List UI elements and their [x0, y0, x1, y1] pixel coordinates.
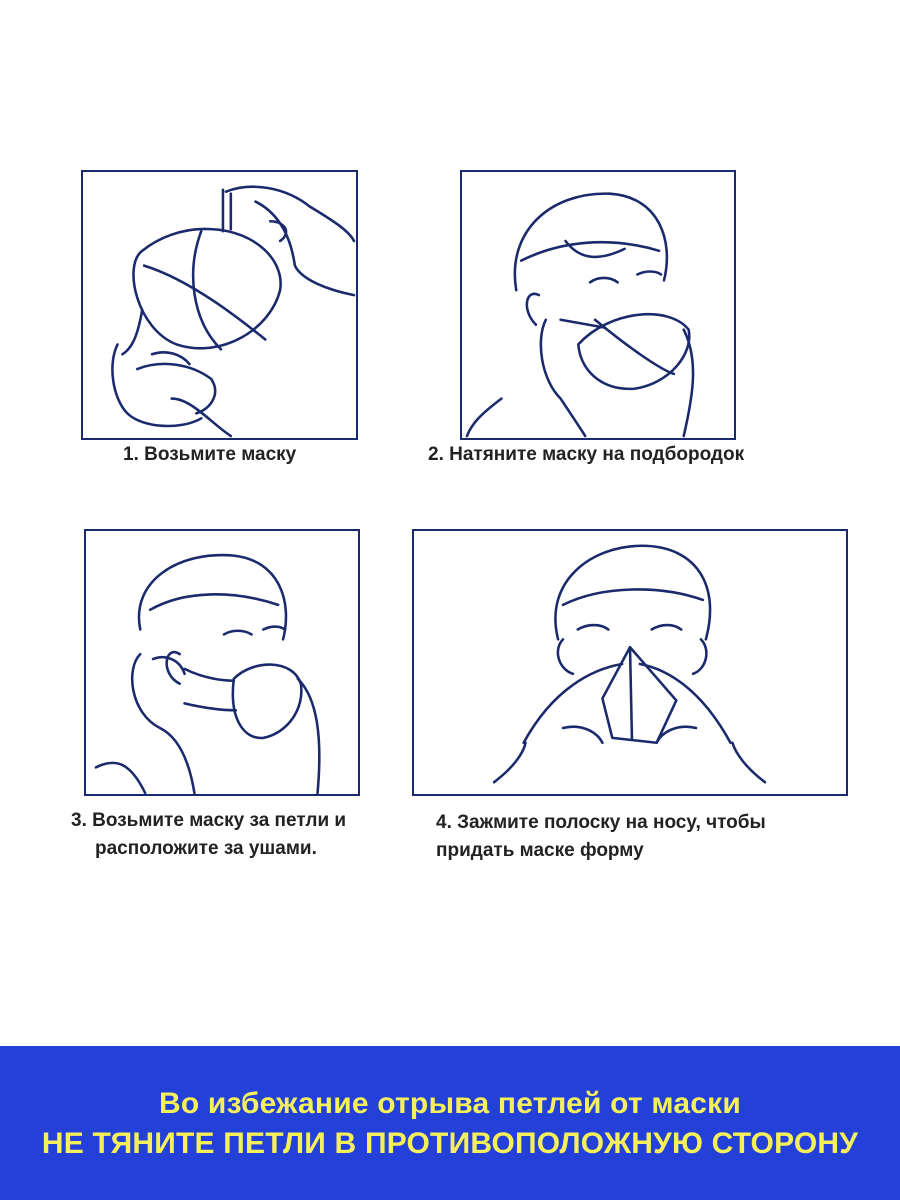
- step-1-caption: 1. Возьмите маску: [123, 444, 297, 465]
- warning-line-1: Во избежание отрыва петлей от маски: [159, 1087, 741, 1120]
- mask-in-hand-drawing: [83, 172, 356, 438]
- loops-behind-ears-drawing: [86, 531, 358, 794]
- step-4-illustration: [412, 529, 848, 796]
- step-4-caption-line2: придать маске форму: [436, 840, 644, 861]
- step-4-caption-line1: 4. Зажмите полоску на носу, чтобы: [436, 812, 766, 833]
- press-nose-strip-drawing: [414, 531, 846, 794]
- step-2-illustration: [460, 170, 736, 440]
- warning-banner: [0, 1046, 900, 1200]
- warning-line-2: НЕ ТЯНИТЕ ПЕТЛИ В ПРОТИВОПОЛОЖНУЮ СТОРОНУ: [41, 1127, 859, 1160]
- step-4-caption: [436, 809, 766, 865]
- pull-mask-chin-drawing: [462, 172, 734, 438]
- step-1-illustration: [81, 170, 358, 440]
- step-3-caption: [71, 807, 346, 863]
- step-2-caption: 2. Натяните маску на подбородок: [428, 444, 745, 465]
- step-3-caption-line2: расположите за ушами.: [95, 838, 317, 859]
- step-3-caption-line1: 3. Возьмите маску за петли и: [71, 810, 347, 831]
- step-3-illustration: [84, 529, 360, 796]
